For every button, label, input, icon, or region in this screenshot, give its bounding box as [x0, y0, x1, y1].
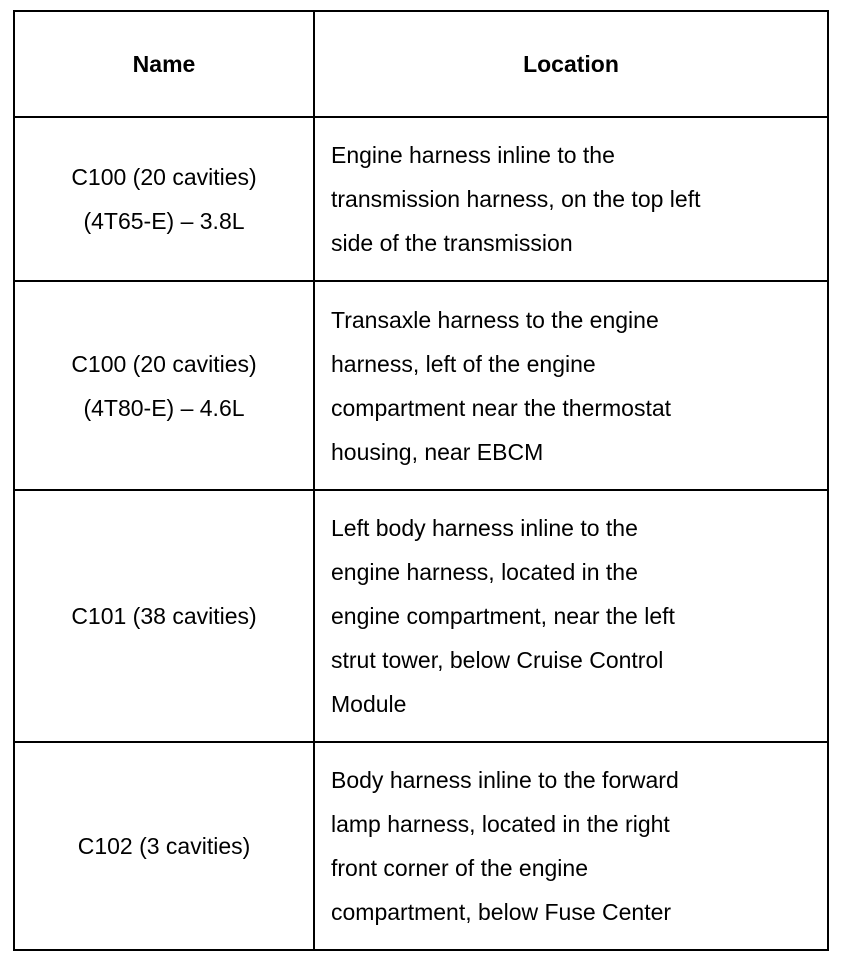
name-text: (4T80-E) – 4.6L: [83, 394, 245, 421]
location-text: compartment near the thermostat: [331, 394, 672, 421]
location-text: Transaxle harness to the engine: [331, 306, 659, 333]
header-name: Name: [14, 11, 314, 117]
location-cell: [314, 742, 828, 950]
location-text: Module: [331, 691, 407, 717]
location-text: housing, near EBCM: [331, 438, 544, 465]
location-cell: [314, 490, 828, 742]
location-cell: [314, 117, 828, 281]
location-text: front corner of the engine: [331, 855, 588, 881]
name-text: (4T65-E) – 3.8L: [83, 208, 245, 234]
location-text: engine compartment, near the left: [331, 603, 675, 629]
location-text: engine harness, located in the: [331, 559, 638, 585]
name-text: C102 (3 cavities): [77, 833, 251, 859]
name-cell: [14, 281, 314, 490]
location-text: transmission harness, on the top left: [331, 186, 701, 212]
name-cell: [14, 117, 314, 281]
location-text: compartment, below Fuse Center: [331, 899, 672, 925]
table-row: [14, 490, 828, 742]
name-cell: [14, 490, 314, 742]
header-row: [14, 11, 828, 117]
name-text: C100 (20 cavities): [71, 164, 257, 190]
connector-table: [13, 10, 829, 951]
table-row: [14, 117, 828, 281]
location-text: lamp harness, located in the right: [331, 811, 670, 837]
header-location: Location: [314, 11, 828, 117]
name-cell: [14, 742, 314, 950]
location-text: Body harness inline to the forward: [331, 767, 679, 793]
name-text: C100 (20 cavities): [71, 350, 257, 377]
location-text: harness, left of the engine: [331, 350, 596, 377]
location-text: side of the transmission: [331, 230, 573, 256]
location-text: Engine harness inline to the: [331, 142, 615, 168]
location-text: strut tower, below Cruise Control: [331, 647, 664, 673]
name-text: C101 (38 cavities): [71, 603, 257, 629]
location-text: Left body harness inline to the: [331, 515, 638, 541]
table-row: [14, 281, 828, 490]
location-cell: [314, 281, 828, 490]
table-row: [14, 742, 828, 950]
